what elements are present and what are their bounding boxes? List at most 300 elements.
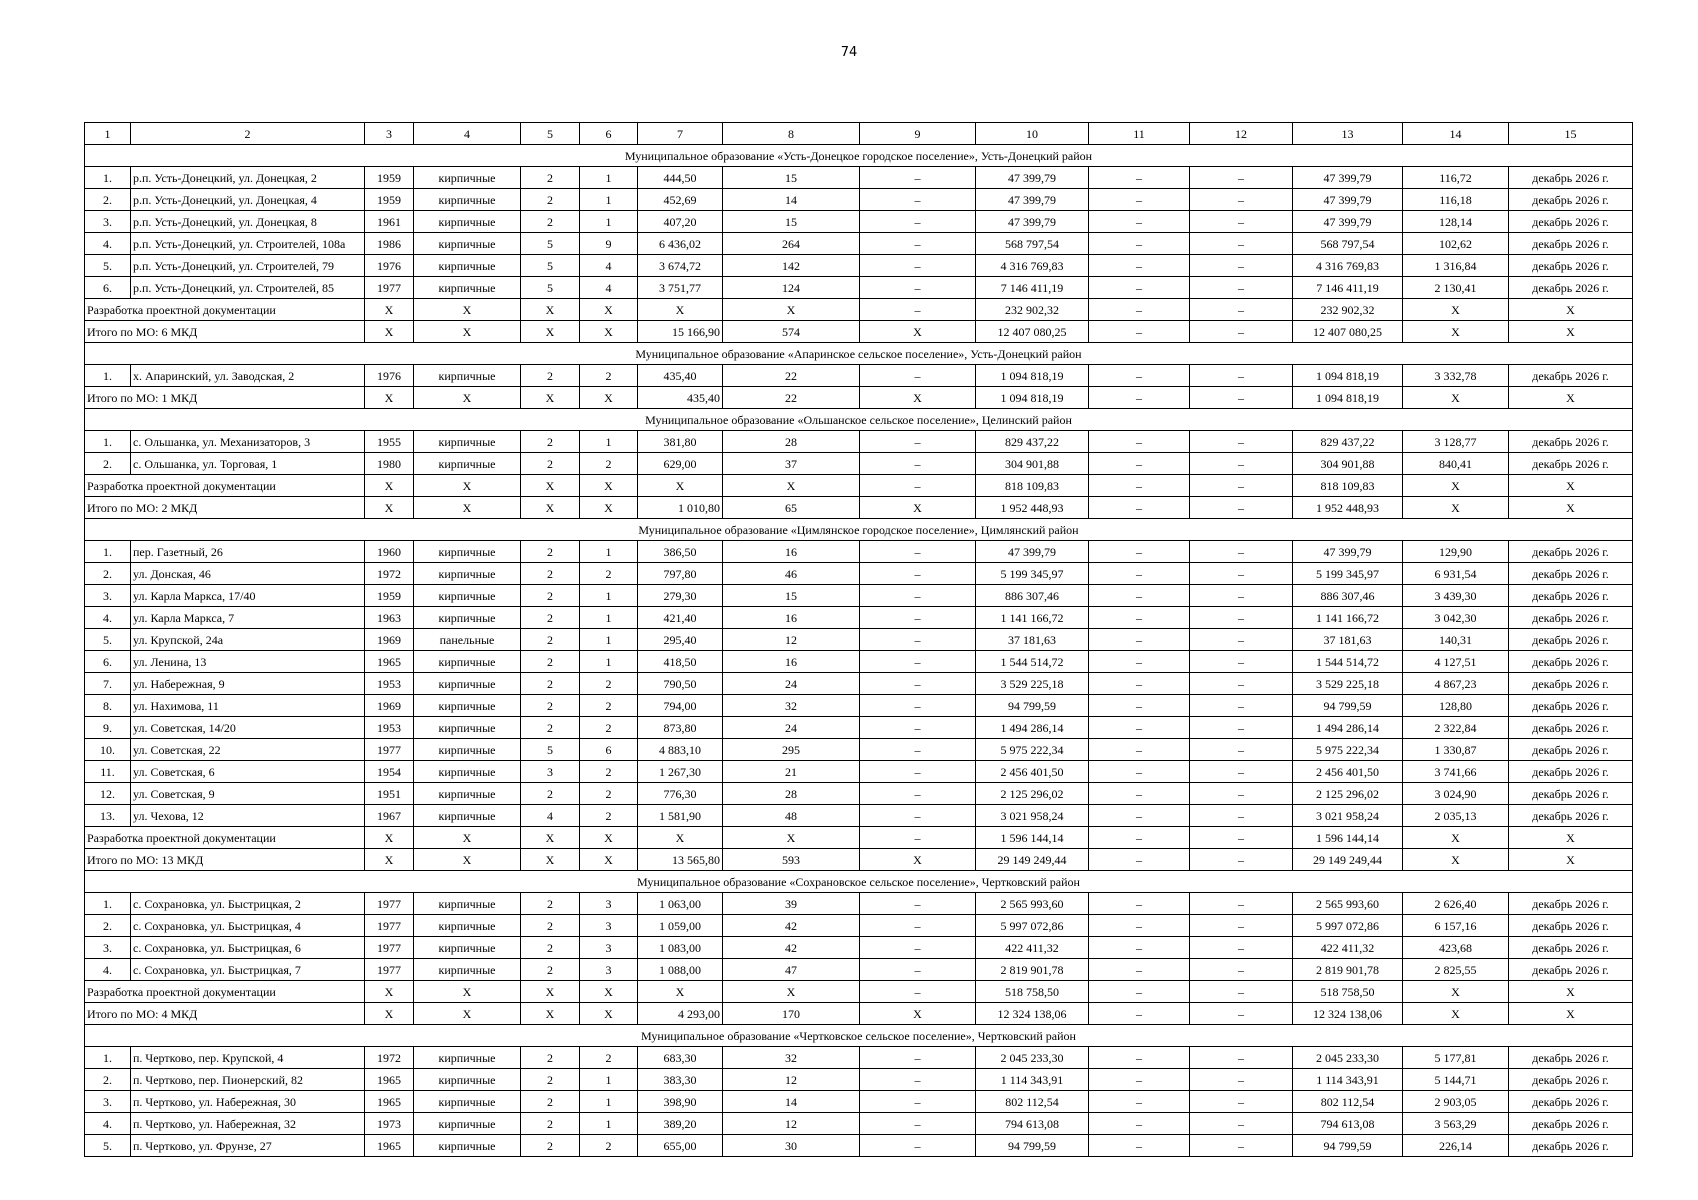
table-cell: 2 456 401,50 (976, 761, 1089, 783)
table-cell: 3 128,77 (1403, 431, 1509, 453)
table-cell: 1 141 166,72 (1293, 607, 1403, 629)
table-cell: декабрь 2026 г. (1509, 783, 1633, 805)
table-cell: 5 (521, 255, 580, 277)
table-cell: – (1089, 1047, 1190, 1069)
table-cell: 1965 (365, 1069, 414, 1091)
table-row (85, 211, 1633, 233)
table-cell: 4 (580, 277, 638, 299)
table-row (85, 651, 1633, 673)
table-cell: 32 (723, 1047, 860, 1069)
table-cell: декабрь 2026 г. (1509, 585, 1633, 607)
table-cell: ул. Советская, 6 (131, 761, 365, 783)
table-cell: 24 (723, 673, 860, 695)
table-cell: кирпичные (414, 915, 521, 937)
table-cell: 1977 (365, 937, 414, 959)
table-cell: 2 (580, 717, 638, 739)
table-cell: Х (1403, 849, 1509, 871)
table-cell: 2 (521, 717, 580, 739)
table-cell: – (1190, 497, 1293, 519)
table-cell: декабрь 2026 г. (1509, 255, 1633, 277)
table-cell: – (860, 959, 976, 981)
table-cell: 2 (521, 915, 580, 937)
table-cell: 5 (521, 739, 580, 761)
table-cell: Х (1509, 387, 1633, 409)
table-cell: 840,41 (1403, 453, 1509, 475)
table-cell: 2 565 993,60 (1293, 893, 1403, 915)
table-cell: кирпичные (414, 783, 521, 805)
table-cell: 39 (723, 893, 860, 915)
table-cell: 8. (85, 695, 131, 717)
table-cell: 5 997 072,86 (1293, 915, 1403, 937)
table-cell: Х (580, 387, 638, 409)
table-cell: 1977 (365, 277, 414, 299)
column-header: 9 (860, 123, 976, 145)
table-cell: Х (1509, 475, 1633, 497)
design-docs-label: Разработка проектной документации (85, 827, 365, 849)
table-cell: 1 083,00 (638, 937, 723, 959)
column-header: 7 (638, 123, 723, 145)
section-title: Муниципальное образование «Цимлянское городское поселение», Цимлянский район (85, 519, 1633, 541)
table-cell: 2 (580, 783, 638, 805)
table-cell: 1 (580, 607, 638, 629)
table-cell: 295,40 (638, 629, 723, 651)
table-row (85, 717, 1633, 739)
table-cell: кирпичные (414, 233, 521, 255)
table-cell: 29 149 249,44 (1293, 849, 1403, 871)
table-cell: р.п. Усть-Донецкий, ул. Строителей, 79 (131, 255, 365, 277)
table-cell: – (1190, 805, 1293, 827)
table-row (85, 937, 1633, 959)
table-cell: 2 903,05 (1403, 1091, 1509, 1113)
table-cell: кирпичные (414, 805, 521, 827)
table-cell: 21 (723, 761, 860, 783)
table-cell: 16 (723, 607, 860, 629)
table-cell: 6. (85, 277, 131, 299)
table-cell: – (1089, 739, 1190, 761)
table-cell: 1 094 818,19 (976, 365, 1089, 387)
table-cell: ул. Карла Маркса, 17/40 (131, 585, 365, 607)
table-cell: 790,50 (638, 673, 723, 695)
table-cell: 435,40 (638, 387, 723, 409)
table-cell: 4. (85, 233, 131, 255)
table-cell: 2 (521, 585, 580, 607)
table-cell: 2 125 296,02 (976, 783, 1089, 805)
table-cell: кирпичные (414, 211, 521, 233)
table-cell: – (1089, 1003, 1190, 1025)
table-cell: 2 819 901,78 (976, 959, 1089, 981)
table-cell: 5 144,71 (1403, 1069, 1509, 1091)
table-cell: 2 (521, 189, 580, 211)
design-docs-row (85, 827, 1633, 849)
table-cell: 518 758,50 (1293, 981, 1403, 1003)
table-cell: 42 (723, 915, 860, 937)
table-row (85, 1113, 1633, 1135)
table-cell: 14 (723, 189, 860, 211)
table-row (85, 1069, 1633, 1091)
table-cell: кирпичные (414, 937, 521, 959)
table-cell: 3 021 958,24 (1293, 805, 1403, 827)
table-cell: – (860, 761, 976, 783)
table-cell: 28 (723, 783, 860, 805)
table-cell: 1951 (365, 783, 414, 805)
table-cell: – (1089, 915, 1190, 937)
table-cell: 4 316 769,83 (1293, 255, 1403, 277)
table-cell: с. Сохрановка, ул. Быстрицкая, 2 (131, 893, 365, 915)
table-cell: 1 267,30 (638, 761, 723, 783)
table-cell: 386,50 (638, 541, 723, 563)
table-cell: 7. (85, 673, 131, 695)
table-cell: – (1089, 937, 1190, 959)
table-cell: 22 (723, 387, 860, 409)
table-cell: 4 316 769,83 (976, 255, 1089, 277)
table-row (85, 431, 1633, 453)
table-cell: 48 (723, 805, 860, 827)
table-cell: 12. (85, 783, 131, 805)
table-cell: декабрь 2026 г. (1509, 167, 1633, 189)
table-cell: Х (414, 497, 521, 519)
table-cell: Х (365, 497, 414, 519)
table-cell: Х (860, 1003, 976, 1025)
table-cell: Х (414, 827, 521, 849)
table-cell: 1965 (365, 651, 414, 673)
table-cell: – (1089, 255, 1190, 277)
table-cell: декабрь 2026 г. (1509, 739, 1633, 761)
table-cell: декабрь 2026 г. (1509, 1091, 1633, 1113)
table-cell: 1977 (365, 959, 414, 981)
table-cell: 1 063,00 (638, 893, 723, 915)
table-cell: 2 (521, 1047, 580, 1069)
total-row (85, 849, 1633, 871)
table-cell: 1969 (365, 695, 414, 717)
table-cell: – (1089, 1091, 1190, 1113)
table-cell: 128,80 (1403, 695, 1509, 717)
table-cell: – (1089, 607, 1190, 629)
table-cell: – (1190, 959, 1293, 981)
table-cell: Х (1403, 475, 1509, 497)
table-cell: декабрь 2026 г. (1509, 959, 1633, 981)
table-cell: – (1089, 475, 1190, 497)
table-cell: – (1089, 695, 1190, 717)
table-cell: – (1190, 453, 1293, 475)
table-cell: 1 (580, 1069, 638, 1091)
table-cell: – (1190, 1091, 1293, 1113)
table-cell: 142 (723, 255, 860, 277)
table-cell: 47 399,79 (1293, 189, 1403, 211)
table-cell: декабрь 2026 г. (1509, 915, 1633, 937)
table-cell: – (1089, 761, 1190, 783)
table-cell: с. Сохрановка, ул. Быстрицкая, 4 (131, 915, 365, 937)
table-cell: 264 (723, 233, 860, 255)
table-cell: – (1190, 189, 1293, 211)
table-cell: 1 114 343,91 (1293, 1069, 1403, 1091)
table-cell: 30 (723, 1135, 860, 1157)
table-cell: – (1190, 849, 1293, 871)
table-cell: кирпичные (414, 431, 521, 453)
table-cell: 2 565 993,60 (976, 893, 1089, 915)
table-cell: кирпичные (414, 541, 521, 563)
table-row (85, 673, 1633, 695)
table-cell: 94 799,59 (976, 695, 1089, 717)
table-cell: 2 825,55 (1403, 959, 1509, 981)
table-cell: с. Ольшанка, ул. Торговая, 1 (131, 453, 365, 475)
table-cell: – (1089, 541, 1190, 563)
table-cell: 1 (580, 167, 638, 189)
table-cell: – (860, 893, 976, 915)
table-cell: 1 544 514,72 (976, 651, 1089, 673)
table-cell: 2 (521, 783, 580, 805)
table-cell: – (1089, 277, 1190, 299)
table-cell: 12 407 080,25 (1293, 321, 1403, 343)
table-cell: – (1190, 629, 1293, 651)
table-cell: – (1089, 211, 1190, 233)
table-cell: 2 322,84 (1403, 717, 1509, 739)
table-cell: Х (414, 849, 521, 871)
table-cell: Х (580, 321, 638, 343)
table-cell: декабрь 2026 г. (1509, 651, 1633, 673)
table-cell: 2 (521, 1069, 580, 1091)
table-cell: 226,14 (1403, 1135, 1509, 1157)
table-cell: 418,50 (638, 651, 723, 673)
table-cell: 47 399,79 (976, 541, 1089, 563)
table-cell: Х (1403, 1003, 1509, 1025)
table-cell: декабрь 2026 г. (1509, 695, 1633, 717)
table-cell: 2 (521, 541, 580, 563)
table-row (85, 233, 1633, 255)
table-cell: 6. (85, 651, 131, 673)
table-cell: 65 (723, 497, 860, 519)
table-cell: 16 (723, 541, 860, 563)
table-cell: 3 332,78 (1403, 365, 1509, 387)
table-cell: – (860, 255, 976, 277)
table-cell: – (860, 233, 976, 255)
table-row (85, 959, 1633, 981)
table-cell: 2 125 296,02 (1293, 783, 1403, 805)
table-row (85, 541, 1633, 563)
table-cell: кирпичные (414, 585, 521, 607)
table-cell: 2 (580, 365, 638, 387)
table-cell: 1 (580, 651, 638, 673)
table-cell: Х (521, 497, 580, 519)
section-title: Муниципальное образование «Апаринское сельское поселение», Усть-Донецкий район (85, 343, 1633, 365)
table-cell: Х (1509, 299, 1633, 321)
section-title-row (85, 343, 1633, 365)
table-cell: – (1089, 1135, 1190, 1157)
table-cell: – (1190, 893, 1293, 915)
table-cell: – (860, 981, 976, 1003)
table-cell: кирпичные (414, 651, 521, 673)
table-cell: 9 (580, 233, 638, 255)
table-cell: 2 (521, 211, 580, 233)
table-cell: – (860, 1047, 976, 1069)
table-cell: – (1190, 651, 1293, 673)
table-cell: 3 741,66 (1403, 761, 1509, 783)
table-cell: 1955 (365, 431, 414, 453)
table-row (85, 255, 1633, 277)
table-cell: – (1190, 1069, 1293, 1091)
table-cell: – (1190, 321, 1293, 343)
table-cell: – (1089, 321, 1190, 343)
table-cell: 13 565,80 (638, 849, 723, 871)
table-cell: – (1190, 673, 1293, 695)
table-cell: 37 (723, 453, 860, 475)
table-cell: – (1089, 629, 1190, 651)
table-cell: 398,90 (638, 1091, 723, 1113)
table-cell: Х (365, 387, 414, 409)
table-cell: Х (1509, 981, 1633, 1003)
table-cell: декабрь 2026 г. (1509, 563, 1633, 585)
table-row (85, 1091, 1633, 1113)
table-cell: – (1089, 981, 1190, 1003)
table-cell: – (1190, 211, 1293, 233)
table-cell: 94 799,59 (1293, 695, 1403, 717)
table-cell: 2. (85, 915, 131, 937)
table-cell: 1977 (365, 893, 414, 915)
table-cell: ул. Ленина, 13 (131, 651, 365, 673)
table-cell: – (860, 673, 976, 695)
table-cell: 16 (723, 651, 860, 673)
table-cell: х. Апаринский, ул. Заводская, 2 (131, 365, 365, 387)
table-cell: – (1089, 189, 1190, 211)
table-cell: – (1190, 255, 1293, 277)
table-cell: 568 797,54 (976, 233, 1089, 255)
table-cell: 102,62 (1403, 233, 1509, 255)
table-cell: 1 (580, 629, 638, 651)
table-cell: – (1190, 233, 1293, 255)
table-cell: п. Чертково, пер. Крупской, 4 (131, 1047, 365, 1069)
table-cell: ул. Карла Маркса, 7 (131, 607, 365, 629)
table-cell: 279,30 (638, 585, 723, 607)
table-cell: – (860, 783, 976, 805)
table-cell: – (860, 1113, 976, 1135)
table-cell: 47 399,79 (1293, 541, 1403, 563)
table-body (85, 123, 1633, 1157)
housing-table (84, 122, 1633, 1157)
table-cell: 47 399,79 (976, 167, 1089, 189)
table-cell: кирпичные (414, 739, 521, 761)
table-cell: 3. (85, 585, 131, 607)
table-cell: кирпичные (414, 1113, 521, 1135)
table-cell: 3 674,72 (638, 255, 723, 277)
table-cell: ул. Донская, 46 (131, 563, 365, 585)
total-label: Итого по МО: 13 МКД (85, 849, 365, 871)
table-cell: Х (1509, 321, 1633, 343)
table-cell: 389,20 (638, 1113, 723, 1135)
table-cell: – (1089, 1113, 1190, 1135)
table-row (85, 277, 1633, 299)
table-cell: 435,40 (638, 365, 723, 387)
table-cell: Х (1403, 827, 1509, 849)
column-header: 2 (131, 123, 365, 145)
table-cell: 47 399,79 (1293, 167, 1403, 189)
table-cell: 9. (85, 717, 131, 739)
total-label: Итого по МО: 2 МКД (85, 497, 365, 519)
table-cell: 568 797,54 (1293, 233, 1403, 255)
table-cell: Х (723, 827, 860, 849)
table-cell: 383,30 (638, 1069, 723, 1091)
table-cell: кирпичные (414, 1091, 521, 1113)
table-cell: 2 (521, 673, 580, 695)
table-cell: 1. (85, 365, 131, 387)
table-cell: кирпичные (414, 1047, 521, 1069)
table-cell: 1 (580, 1091, 638, 1113)
table-cell: 1973 (365, 1113, 414, 1135)
total-label: Итого по МО: 4 МКД (85, 1003, 365, 1025)
table-cell: Х (521, 981, 580, 1003)
table-cell: – (860, 453, 976, 475)
table-cell: 2. (85, 563, 131, 585)
table-cell: – (1089, 233, 1190, 255)
table-cell: ул. Нахимова, 11 (131, 695, 365, 717)
table-cell: – (1089, 849, 1190, 871)
table-cell: 5. (85, 629, 131, 651)
table-cell: 1 (580, 585, 638, 607)
table-cell: 886 307,46 (976, 585, 1089, 607)
table-cell: 2 (521, 937, 580, 959)
table-cell: 2 (521, 1091, 580, 1113)
column-header: 11 (1089, 123, 1190, 145)
column-header: 10 (976, 123, 1089, 145)
table-cell: Х (365, 981, 414, 1003)
table-row (85, 629, 1633, 651)
table-cell: 29 149 249,44 (976, 849, 1089, 871)
table-cell: Х (521, 849, 580, 871)
table-cell: 140,31 (1403, 629, 1509, 651)
table-cell: – (1190, 739, 1293, 761)
table-cell: – (1089, 651, 1190, 673)
table-cell: 2 (580, 453, 638, 475)
table-cell: 1972 (365, 1047, 414, 1069)
table-cell: 12 407 080,25 (976, 321, 1089, 343)
table-cell: кирпичные (414, 365, 521, 387)
table-cell: 1972 (365, 563, 414, 585)
table-cell: кирпичные (414, 1135, 521, 1157)
table-cell: 1 494 286,14 (1293, 717, 1403, 739)
table-cell: 47 399,79 (976, 189, 1089, 211)
table-cell: 3 529 225,18 (1293, 673, 1403, 695)
table-cell: – (1089, 167, 1190, 189)
table-cell: 2 (521, 431, 580, 453)
table-cell: 3 751,77 (638, 277, 723, 299)
table-cell: 422 411,32 (976, 937, 1089, 959)
table-cell: 28 (723, 431, 860, 453)
table-cell: 776,30 (638, 783, 723, 805)
section-title-row (85, 1025, 1633, 1047)
table-cell: 128,14 (1403, 211, 1509, 233)
section-title-row (85, 871, 1633, 893)
table-cell: Х (860, 321, 976, 343)
table-cell: 3 (580, 959, 638, 981)
table-cell: 1. (85, 541, 131, 563)
table-cell: 818 109,83 (976, 475, 1089, 497)
table-cell: декабрь 2026 г. (1509, 365, 1633, 387)
table-cell: 232 902,32 (1293, 299, 1403, 321)
table-cell: 2 (521, 1113, 580, 1135)
table-cell: 4 127,51 (1403, 651, 1509, 673)
total-row (85, 321, 1633, 343)
table-cell: – (1190, 937, 1293, 959)
table-cell: 6 157,16 (1403, 915, 1509, 937)
table-cell: – (1089, 673, 1190, 695)
table-cell: 1969 (365, 629, 414, 651)
design-docs-row (85, 981, 1633, 1003)
table-cell: декабрь 2026 г. (1509, 233, 1633, 255)
table-cell: 3 529 225,18 (976, 673, 1089, 695)
table-cell: 1967 (365, 805, 414, 827)
table-cell: Х (414, 981, 521, 1003)
table-cell: 5 975 222,34 (976, 739, 1089, 761)
table-cell: 422 411,32 (1293, 937, 1403, 959)
table-cell: 1 088,00 (638, 959, 723, 981)
